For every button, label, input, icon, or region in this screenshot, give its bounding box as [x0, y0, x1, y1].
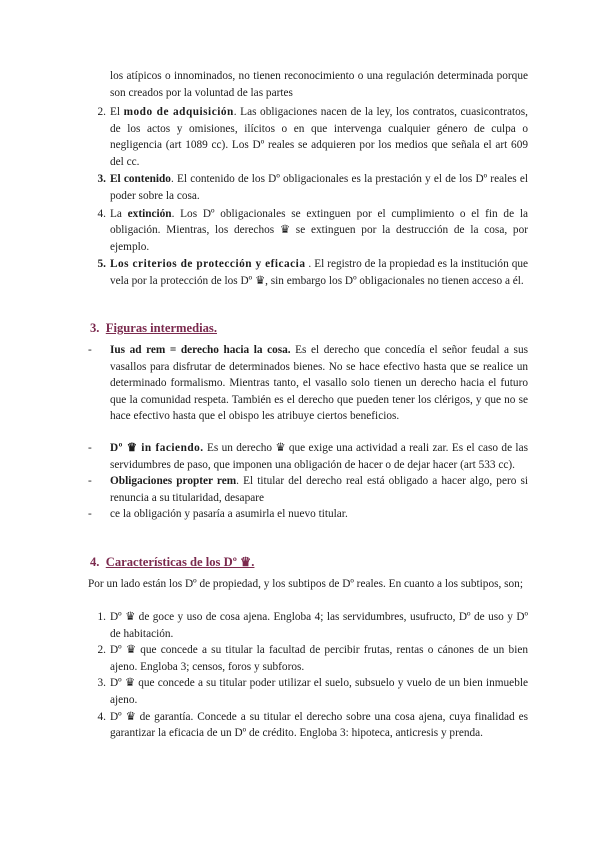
item-text: ce la obligación y pasaría a asumirla el nuevo titular.: [110, 508, 348, 521]
item-bold-term: Dº ♛ in faciendo.: [110, 442, 204, 454]
dash-list-a: [88, 342, 528, 425]
list-item: [88, 256, 528, 289]
item-bold-term: El contenido: [110, 173, 171, 186]
list-item: [88, 104, 528, 170]
item-text: . El contenido de los Dº obligacionales es la prestación y el de los Dº reales el poder sobre la cosa.: [110, 173, 528, 202]
list-item: [88, 642, 528, 675]
section-3-heading: [90, 320, 217, 336]
section-4-heading: [90, 554, 254, 570]
item-text: Dº ♛ de goce y uso de cosa ajena. Engloba 4; las servidumbres, usufructo, Dº de uso y Dº de habitación.: [110, 611, 528, 640]
item-text: . El registro de la propiedad es la institución que vela por la protección de los Dº ♛, sin embargo los Dº obligacionales no tienen acceso a él.: [110, 258, 529, 287]
dash-mark: -: [88, 344, 92, 356]
dash-item: [88, 440, 528, 473]
dash-item: [88, 506, 528, 523]
section-title: Características de los Dº ♛.: [105, 555, 255, 569]
item-text: . Las obligaciones nacen de la ley, los contratos, cuasicontratos, de los actos y omisiones, ilícitos o en que intervenga cualquier género de culpa o negligencia (art 1089 cc). Los Dº reales se adquieren por los medios que señala el art 609 del cc.: [110, 106, 528, 168]
dash-list-b: [88, 440, 528, 523]
item-text: . El titular del derecho real está obligado a hacer algo, pero si renuncia a su titularidad, desapare: [110, 475, 528, 504]
continuation-paragraph: los atípicos o innominados, no tienen reconocimiento o una regulación determinada porque son creados por la voluntad de las partes: [110, 70, 528, 99]
item-prefix: La: [110, 207, 128, 220]
list-item: [88, 675, 528, 708]
list-number: 4.: [97, 207, 106, 220]
list-item: [88, 709, 528, 742]
list-number: 2.: [97, 644, 106, 657]
numbered-list-a: [88, 104, 528, 290]
dash-mark: -: [88, 442, 92, 454]
item-bold-term: Los criterios de protección y eficacia: [110, 258, 306, 271]
item-prefix: El: [110, 106, 124, 118]
item-bold-term: modo de adquisición: [123, 106, 234, 118]
item-text: Dº ♛ que concede a su titular poder utilizar el suelo, subsuelo y vuelo de un bien inmueble ajeno.: [110, 677, 528, 706]
list-number: 5.: [97, 258, 106, 271]
list-number: 3.: [97, 173, 106, 186]
list-item: [88, 171, 528, 204]
dash-mark: -: [88, 475, 92, 488]
list-number: 2.: [97, 106, 106, 118]
dash-mark: -: [88, 508, 92, 521]
item-text: Es el derecho que concedía el señor feudal a sus vasallos para disfrutar de determinados bienes. No se hace efectivo hasta que se realice un determinado formalismo. Mientras tanto, el vasallo solo tienen un derecho hacia el futuro que la comunidad respeta. También es el derecho que pueden tener los clérigos, y que no se hace efectivo hasta que el obispo les atribuye ciertos beneficios.: [110, 344, 528, 423]
section-number: 4.: [90, 555, 100, 569]
item-bold-term: Ius ad rem = derecho hacia la cosa.: [110, 344, 291, 356]
list-item: [88, 609, 528, 642]
list-number: 1.: [97, 611, 106, 623]
list-number: 4.: [97, 710, 106, 723]
section-number: 3.: [90, 321, 100, 335]
dash-item: [88, 473, 528, 506]
list-item: [88, 206, 528, 256]
item-text: Dº ♛ de garantía. Concede a su titular el derecho sobre una cosa ajena, cuya finalidad es garantizar la eficacia de un Dº de crédito. Engloba 3: hipoteca, anticresis y prenda.: [110, 710, 528, 740]
list-number: 3.: [97, 677, 106, 690]
dash-item: [88, 342, 528, 425]
item-bold-term: extinción: [127, 207, 172, 220]
item-text: Es un derecho ♛ que exige una actividad a reali zar. Es el caso de las servidumbres de paso, que imponen una obligación de hacer o de dejar hacer (art 533 cc).: [110, 442, 528, 471]
item-text: . Los Dº obligacionales se extinguen por el cumplimiento o el fin de la obligación. Mientras, los derechos ♛ se extinguen por la destrucción de la cosa, por ejemplo.: [110, 207, 528, 253]
item-text: Dº ♛ que concede a su titular la facultad de percibir frutas, rentas o cánones de un bien ajeno. Engloba 3; censos, foros y subforos.: [110, 644, 528, 673]
section-title: Figuras intermedias.: [105, 321, 217, 335]
numbered-list-b: [88, 609, 528, 742]
item-bold-term: Obligaciones propter rem: [110, 475, 237, 488]
intro-paragraph: Por un lado están los Dº de propiedad, y los subtipos de Dº reales. En cuanto a los subtipos, son;: [88, 578, 523, 590]
